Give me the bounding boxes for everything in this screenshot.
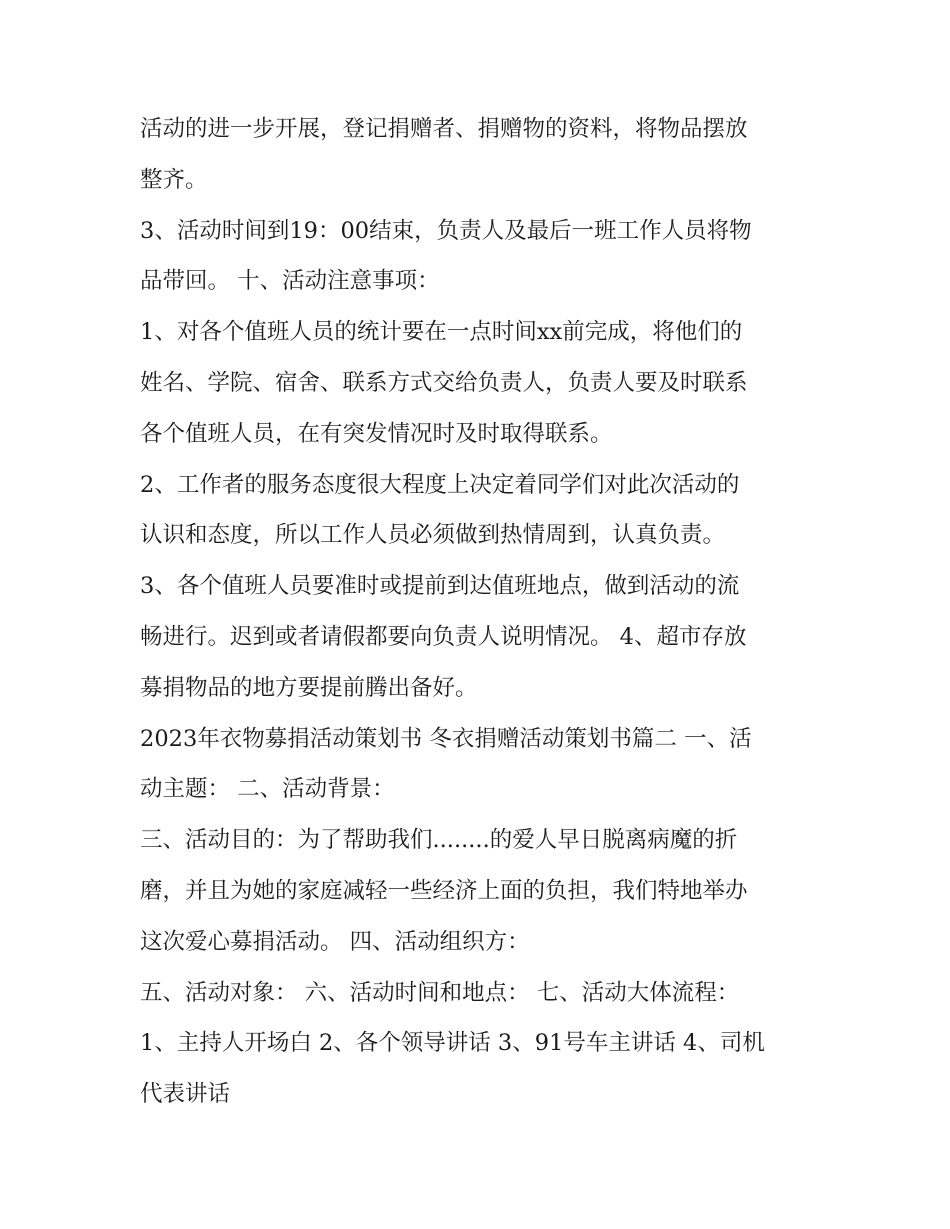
text-line: 代表讲话 [140, 1081, 231, 1108]
text-line: 姓名、学院、宿舍、联系方式交给负责人，负责人要及时联系 [140, 369, 748, 396]
paragraph-note-2 [140, 460, 820, 562]
paragraph-note-1 [140, 307, 820, 459]
text-line: 三、活动目的：为了帮助我们........的爱人早日脱离病魔的折 [140, 827, 738, 854]
paragraph-activity-flow [140, 1018, 820, 1120]
text-line: 1、主持人开场白 2、各个领导讲话 3、91号车主讲话 4、司机 [140, 1030, 765, 1057]
paragraph-activity-continuation [140, 104, 820, 206]
text-line: 动主题： 二、活动背景： [140, 776, 395, 803]
text-line: 3、各个值班人员要准时或提前到达值班地点，做到活动的流 [140, 573, 740, 600]
text-line: 品带回。 十、活动注意事项： [140, 268, 440, 295]
text-line: 2023年衣物募捐活动策划书 冬衣捐赠活动策划书篇二 一、活 [140, 725, 752, 752]
paragraph-second-plan-heading [140, 714, 820, 816]
paragraph-activity-end-time [140, 206, 820, 308]
paragraph-note-3 [140, 561, 820, 713]
text-line: 磨，并且为她的家庭减轻一些经济上面的负担，我们特地举办 [140, 877, 748, 904]
paragraph-activity-sections [140, 968, 820, 1019]
text-line: 整齐。 [140, 166, 208, 193]
document-body [140, 104, 820, 1120]
text-line: 1、对各个值班人员的统计要在一点时间xx前完成，将他们的 [140, 319, 743, 346]
text-line: 活动的进一步开展，登记捐赠者、捐赠物的资料，将物品摆放 [140, 116, 748, 142]
text-line: 募捐物品的地方要提前腾出备好。 [140, 674, 478, 701]
text-line: 畅进行。迟到或者请假都要向负责人说明情况。 4、超市存放 [140, 623, 747, 650]
text-line: 五、活动对象： 六、活动时间和地点： 七、活动大体流程： [140, 979, 740, 1006]
text-line: 3、活动时间到19：00结束，负责人及最后一班工作人员将物 [140, 217, 752, 244]
text-line: 这次爱心募捐活动。 四、活动组织方： [140, 928, 530, 955]
text-line: 认识和态度，所以工作人员必须做到热情周到，认真负责。 [140, 522, 726, 549]
text-line: 2、工作者的服务态度很大程度上决定着同学们对此次活动的 [140, 471, 740, 498]
paragraph-activity-purpose [140, 815, 820, 967]
text-line: 各个值班人员，在有突发情况时及时取得联系。 [140, 420, 613, 447]
